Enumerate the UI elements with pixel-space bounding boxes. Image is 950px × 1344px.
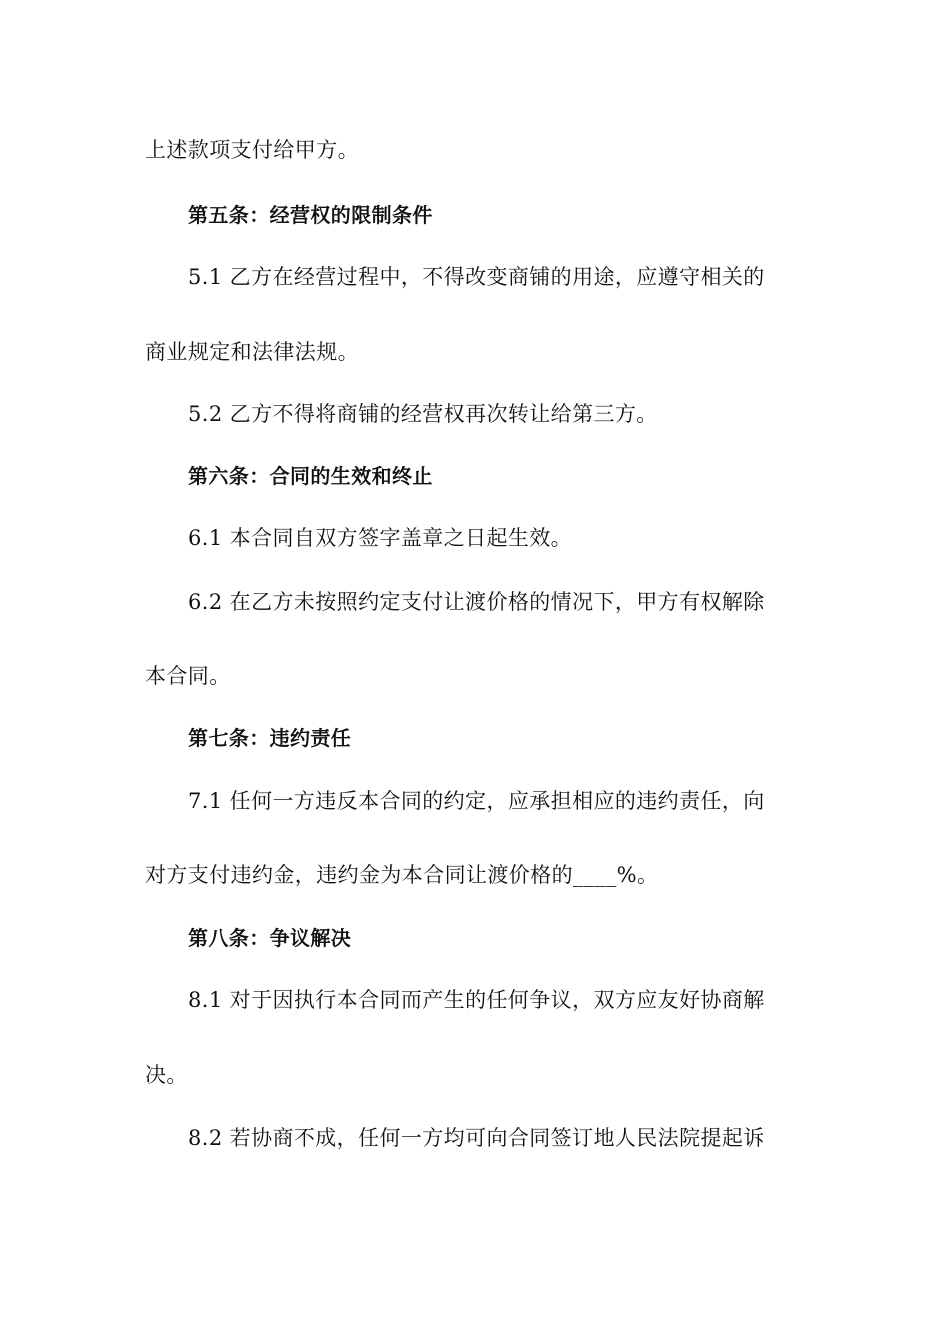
- section-heading: 第六条：合同的生效和终止: [188, 464, 433, 488]
- paragraph-line: 决。: [145, 1063, 188, 1087]
- paragraph-line: 6.1 本合同自双方签字盖章之日起生效。: [188, 526, 573, 550]
- paragraph-line: 7.1 任何一方违反本合同的约定，应承担相应的违约责任，向: [188, 789, 765, 813]
- section-heading: 第五条：经营权的限制条件: [188, 203, 433, 227]
- paragraph-line: 上述款项支付给甲方。: [145, 138, 359, 162]
- section-heading: 第八条：争议解决: [188, 926, 352, 950]
- section-heading: 第七条：违约责任: [188, 726, 352, 750]
- paragraph-line: 6.2 在乙方未按照约定支付让渡价格的情况下，甲方有权解除: [188, 590, 765, 614]
- paragraph-line: 8.2 若协商不成，任何一方均可向合同签订地人民法院提起诉: [188, 1126, 765, 1150]
- paragraph-line: 8.1 对于因执行本合同而产生的任何争议，双方应友好协商解: [188, 988, 765, 1012]
- paragraph-line: 商业规定和法律法规。: [145, 340, 359, 364]
- paragraph-line: 本合同。: [145, 664, 231, 688]
- paragraph-line: 5.1 乙方在经营过程中，不得改变商铺的用途，应遵守相关的: [188, 265, 765, 289]
- paragraph-line: 5.2 乙方不得将商铺的经营权再次转让给第三方。: [188, 402, 658, 426]
- paragraph-line: 对方支付违约金，违约金为本合同让渡价格的____%。: [145, 863, 659, 887]
